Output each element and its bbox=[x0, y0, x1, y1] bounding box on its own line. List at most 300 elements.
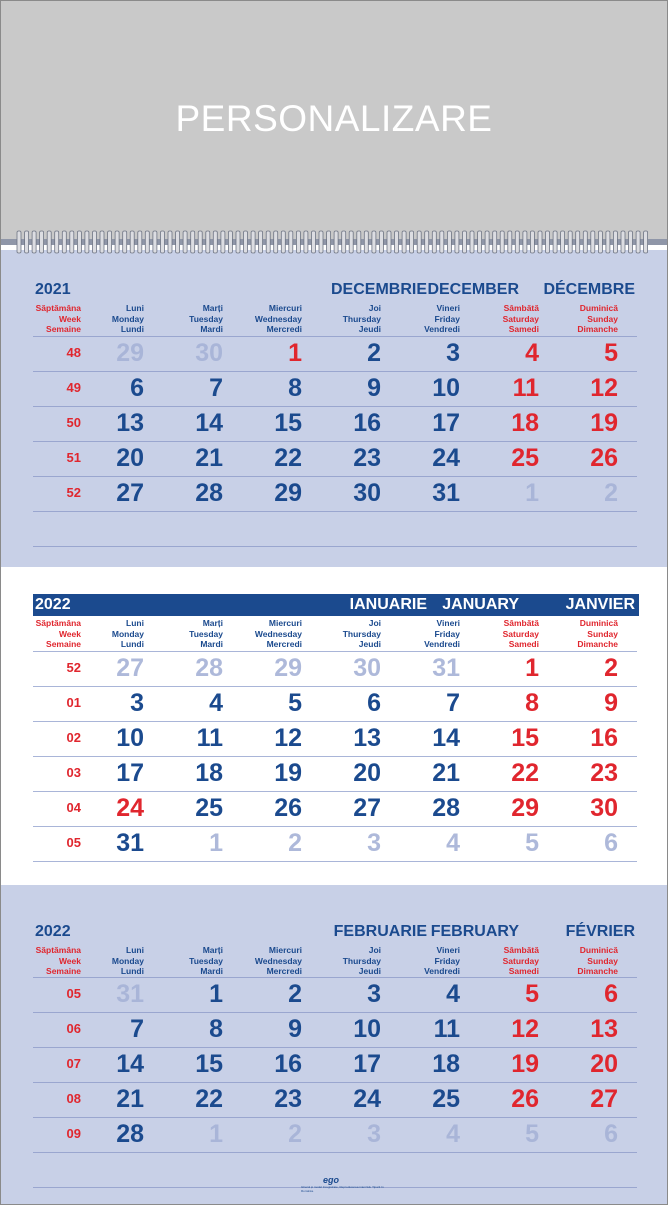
weekday-name-ro: Duminică bbox=[579, 618, 618, 628]
spiral-loop bbox=[334, 231, 338, 253]
weekday-name-en: Thursday bbox=[342, 955, 381, 966]
week-number: 52 bbox=[66, 485, 81, 500]
weekday-name-fr: Samedi bbox=[508, 324, 539, 334]
day-cell[interactable]: 1 bbox=[288, 339, 302, 367]
spiral-loop bbox=[168, 231, 172, 253]
day-cell[interactable]: 5 bbox=[288, 689, 302, 717]
spiral-loop bbox=[108, 231, 112, 253]
day-cell[interactable]: 3 bbox=[367, 1120, 381, 1148]
day-cell[interactable]: 31 bbox=[432, 479, 460, 507]
day-cell[interactable]: 14 bbox=[195, 409, 223, 437]
week-number: 51 bbox=[66, 450, 81, 465]
spiral-loop bbox=[319, 231, 323, 253]
day-cell[interactable]: 7 bbox=[209, 374, 223, 402]
day-cell[interactable]: 4 bbox=[446, 829, 460, 857]
week-number: 08 bbox=[66, 1091, 81, 1106]
spiral-loop bbox=[372, 231, 376, 253]
spiral-loop bbox=[440, 231, 444, 253]
week-row bbox=[33, 756, 639, 790]
spiral-loop bbox=[161, 231, 165, 253]
weekday-name-ro: Joi bbox=[368, 945, 381, 955]
day-cell[interactable]: 11 bbox=[196, 724, 223, 752]
spiral-loop bbox=[213, 231, 217, 253]
day-cell[interactable]: 24 bbox=[353, 1085, 381, 1113]
week-number: 49 bbox=[66, 380, 81, 395]
spiral-loop bbox=[447, 231, 451, 253]
day-cell[interactable]: 19 bbox=[590, 409, 618, 437]
weekday-name-ro: Joi bbox=[368, 303, 381, 313]
month-year: 2021 bbox=[35, 281, 71, 298]
spiral-loop bbox=[387, 231, 391, 253]
spiral-loop bbox=[198, 231, 202, 253]
day-cell[interactable]: 23 bbox=[353, 444, 381, 472]
weekday-label-thursday bbox=[302, 945, 381, 977]
day-cell[interactable]: 27 bbox=[116, 479, 144, 507]
weekday-name-en: Wednesday bbox=[254, 628, 302, 639]
week-row bbox=[33, 686, 639, 720]
day-cell[interactable]: 12 bbox=[274, 724, 302, 752]
day-cell[interactable]: 3 bbox=[130, 689, 144, 717]
day-cell[interactable]: 6 bbox=[604, 829, 618, 857]
month-title-bar bbox=[33, 279, 639, 301]
weekday-name-ro: Luni bbox=[126, 618, 144, 628]
day-cell[interactable]: 18 bbox=[195, 759, 223, 787]
grid-line bbox=[33, 511, 637, 512]
weekday-name-ro: Sâmbătă bbox=[503, 303, 539, 313]
weekday-name-fr: Vendredi bbox=[424, 966, 460, 976]
month-panel-february bbox=[1, 885, 667, 1205]
spiral-loop bbox=[40, 231, 44, 253]
day-cell[interactable]: 13 bbox=[116, 409, 144, 437]
spiral-loop bbox=[304, 231, 308, 253]
weekday-name-ro: Marți bbox=[202, 618, 223, 628]
day-cell[interactable]: 29 bbox=[511, 794, 539, 822]
day-cell[interactable]: 2 bbox=[288, 1120, 302, 1148]
week-label: Week bbox=[58, 628, 81, 639]
day-cell[interactable]: 13 bbox=[353, 724, 381, 752]
week-number: 50 bbox=[66, 415, 81, 430]
spiral-loop bbox=[455, 231, 459, 253]
weekday-name-en: Wednesday bbox=[254, 313, 302, 324]
spiral-loop bbox=[32, 231, 36, 253]
spiral-loop bbox=[145, 231, 149, 253]
day-cell[interactable]: 30 bbox=[353, 654, 381, 682]
week-label: Week bbox=[58, 313, 81, 324]
weekday-name-fr: Lundi bbox=[120, 966, 144, 976]
week-row bbox=[33, 1082, 639, 1116]
spiral-loop bbox=[183, 231, 187, 253]
weekday-name-en: Monday bbox=[111, 313, 144, 324]
day-cell[interactable]: 17 bbox=[353, 1050, 381, 1078]
day-cell[interactable]: 8 bbox=[288, 374, 302, 402]
day-cell[interactable]: 1 bbox=[209, 1120, 223, 1148]
spiral-loop bbox=[62, 231, 66, 253]
day-cell[interactable]: 22 bbox=[511, 759, 539, 787]
day-cell[interactable]: 11 bbox=[433, 1015, 460, 1043]
week-row bbox=[33, 336, 639, 370]
day-cell[interactable]: 6 bbox=[130, 374, 144, 402]
spiral-loop bbox=[289, 231, 293, 253]
weekday-label-saturday bbox=[460, 618, 539, 650]
weekday-label-saturday bbox=[460, 945, 539, 977]
month-panel-december bbox=[1, 250, 667, 567]
day-cell[interactable]: 15 bbox=[511, 724, 539, 752]
weekday-name-ro: Luni bbox=[126, 945, 144, 955]
day-cell[interactable]: 24 bbox=[432, 444, 460, 472]
weekday-label-tuesday bbox=[144, 618, 223, 650]
weekday-name-ro: Duminică bbox=[579, 303, 618, 313]
spiral-loop bbox=[410, 231, 414, 253]
day-cell[interactable]: 20 bbox=[116, 444, 144, 472]
month-name-en: FEBRUARY bbox=[430, 923, 519, 940]
month-panel-january bbox=[1, 567, 667, 885]
day-cell[interactable]: 1 bbox=[525, 654, 539, 682]
day-cell[interactable]: 22 bbox=[274, 444, 302, 472]
day-cell[interactable]: 29 bbox=[116, 339, 144, 367]
weekday-label-friday bbox=[381, 945, 460, 977]
week-row bbox=[33, 1047, 639, 1081]
spiral-loop bbox=[47, 231, 51, 253]
day-cell[interactable]: 9 bbox=[288, 1015, 302, 1043]
day-cell[interactable]: 1 bbox=[209, 980, 223, 1008]
spiral-loop bbox=[153, 231, 157, 253]
spiral-loop bbox=[266, 231, 270, 253]
spiral-loop bbox=[236, 231, 240, 253]
publisher-logo bbox=[301, 1175, 384, 1195]
day-cell[interactable]: 6 bbox=[604, 980, 618, 1008]
spiral-loop bbox=[251, 231, 255, 253]
weekday-label-wednesday bbox=[223, 618, 302, 650]
day-cell[interactable]: 8 bbox=[209, 1015, 223, 1043]
day-cell[interactable]: 21 bbox=[116, 1085, 144, 1113]
day-cell[interactable]: 29 bbox=[274, 479, 302, 507]
week-number: 09 bbox=[66, 1126, 81, 1141]
weekday-name-ro: Luni bbox=[126, 303, 144, 313]
weekday-label-monday bbox=[65, 303, 144, 335]
weekday-header bbox=[33, 616, 639, 652]
day-cell[interactable]: 12 bbox=[511, 1015, 539, 1043]
weekday-label-saturday bbox=[460, 303, 539, 335]
weekday-name-en: Sunday bbox=[587, 955, 618, 966]
day-cell[interactable]: 3 bbox=[446, 339, 460, 367]
spiral-loop bbox=[576, 231, 580, 253]
week-number: 48 bbox=[66, 345, 81, 360]
weekday-name-en: Thursday bbox=[342, 628, 381, 639]
spiral-loop bbox=[538, 231, 542, 253]
day-cell[interactable]: 16 bbox=[353, 409, 381, 437]
spiral-loop bbox=[561, 231, 565, 253]
spiral-loop bbox=[508, 231, 512, 253]
week-row bbox=[33, 977, 639, 1011]
spiral-loop bbox=[470, 231, 474, 253]
month-year: 2022 bbox=[35, 596, 71, 613]
spiral-loop bbox=[77, 231, 81, 253]
weekday-label-friday bbox=[381, 303, 460, 335]
weekday-name-en: Saturday bbox=[502, 955, 539, 966]
day-cell[interactable]: 3 bbox=[367, 980, 381, 1008]
day-cell[interactable]: 14 bbox=[432, 724, 460, 752]
weekday-name-fr: Mercredi bbox=[266, 324, 302, 334]
day-cell[interactable]: 19 bbox=[274, 759, 302, 787]
day-cell[interactable]: 28 bbox=[195, 654, 223, 682]
day-cell[interactable]: 4 bbox=[446, 980, 460, 1008]
grid-line bbox=[33, 1152, 637, 1153]
weekday-name-fr: Mardi bbox=[200, 639, 223, 649]
day-cell[interactable]: 6 bbox=[604, 1120, 618, 1148]
day-cell[interactable]: 3 bbox=[367, 829, 381, 857]
day-cell[interactable]: 1 bbox=[209, 829, 223, 857]
day-cell[interactable]: 15 bbox=[274, 409, 302, 437]
weekday-name-ro: Duminică bbox=[579, 945, 618, 955]
day-cell[interactable]: 28 bbox=[432, 794, 460, 822]
week-number: 07 bbox=[66, 1056, 81, 1071]
spiral-binding bbox=[1, 227, 667, 261]
week-number: 52 bbox=[66, 660, 81, 675]
day-cell[interactable]: 26 bbox=[511, 1085, 539, 1113]
weekday-name-ro: Sâmbătă bbox=[503, 618, 539, 628]
weekday-label-wednesday bbox=[223, 303, 302, 335]
weekday-label-wednesday bbox=[223, 945, 302, 977]
spiral-loop bbox=[644, 231, 648, 253]
month-name-ro: IANUARIE bbox=[349, 596, 427, 613]
week-row bbox=[33, 1012, 639, 1046]
week-label: Week bbox=[58, 955, 81, 966]
day-cell[interactable]: 26 bbox=[590, 444, 618, 472]
day-cell[interactable]: 4 bbox=[525, 339, 539, 367]
day-cell[interactable]: 21 bbox=[195, 444, 223, 472]
week-number: 05 bbox=[66, 986, 81, 1001]
spiral-loop bbox=[244, 231, 248, 253]
spiral-loop bbox=[402, 231, 406, 253]
weekday-name-ro: Vineri bbox=[436, 303, 460, 313]
spiral-loop bbox=[55, 231, 59, 253]
spiral-loop bbox=[312, 231, 316, 253]
day-cell[interactable]: 2 bbox=[367, 339, 381, 367]
week-label: Săptămâna bbox=[35, 618, 81, 628]
spiral-loop bbox=[25, 231, 29, 253]
weekday-name-fr: Samedi bbox=[508, 639, 539, 649]
day-cell[interactable]: 29 bbox=[274, 654, 302, 682]
weekday-name-fr: Mercredi bbox=[266, 639, 302, 649]
spiral-loop bbox=[621, 231, 625, 253]
day-cell[interactable]: 31 bbox=[432, 654, 460, 682]
day-cell[interactable]: 31 bbox=[116, 980, 144, 1008]
spiral-loop bbox=[523, 231, 527, 253]
day-cell[interactable]: 2 bbox=[288, 829, 302, 857]
spiral-loop bbox=[636, 231, 640, 253]
spiral-loop bbox=[206, 231, 210, 253]
spiral-loop bbox=[357, 231, 361, 253]
week-label: Săptămâna bbox=[35, 945, 81, 955]
month-name-fr: FÉVRIER bbox=[565, 923, 635, 940]
weekday-name-en: Friday bbox=[434, 628, 460, 639]
weekday-label-sunday bbox=[539, 945, 618, 977]
spiral-loop bbox=[191, 231, 195, 253]
week-label: Semaine bbox=[46, 639, 81, 649]
spiral-loop bbox=[100, 231, 104, 253]
weekday-name-ro: Vineri bbox=[436, 945, 460, 955]
week-row bbox=[33, 651, 639, 685]
day-cell[interactable]: 16 bbox=[590, 724, 618, 752]
day-cell[interactable]: 21 bbox=[432, 759, 460, 787]
day-cell[interactable]: 16 bbox=[274, 1050, 302, 1078]
spiral-loop bbox=[553, 231, 557, 253]
week-number: 04 bbox=[66, 800, 81, 815]
spiral-loop bbox=[417, 231, 421, 253]
month-name-en: JANUARY bbox=[442, 596, 519, 613]
week-number: 02 bbox=[66, 730, 81, 745]
spiral-loop bbox=[259, 231, 263, 253]
spiral-loop bbox=[176, 231, 180, 253]
day-cell[interactable]: 2 bbox=[604, 479, 618, 507]
grid-line bbox=[33, 546, 637, 547]
spiral-loop bbox=[425, 231, 429, 253]
day-cell[interactable]: 30 bbox=[590, 794, 618, 822]
day-cell[interactable]: 10 bbox=[432, 374, 460, 402]
day-cell[interactable]: 4 bbox=[446, 1120, 460, 1148]
day-cell[interactable]: 18 bbox=[511, 409, 539, 437]
day-cell[interactable]: 17 bbox=[116, 759, 144, 787]
month-name-ro: DECEMBRIE bbox=[330, 281, 427, 298]
spiral-loop bbox=[221, 231, 225, 253]
day-cell[interactable]: 9 bbox=[604, 689, 618, 717]
weekday-label-thursday bbox=[302, 618, 381, 650]
weekday-header bbox=[33, 301, 639, 337]
day-cell[interactable]: 28 bbox=[195, 479, 223, 507]
spiral-loop bbox=[500, 231, 504, 253]
day-cell[interactable]: 5 bbox=[525, 829, 539, 857]
weekday-name-en: Tuesday bbox=[189, 313, 223, 324]
day-cell[interactable]: 1 bbox=[525, 479, 539, 507]
weekday-name-fr: Vendredi bbox=[424, 324, 460, 334]
weekday-label-tuesday bbox=[144, 945, 223, 977]
month-year: 2022 bbox=[35, 923, 71, 940]
day-cell[interactable]: 12 bbox=[590, 374, 618, 402]
weekday-label-thursday bbox=[302, 303, 381, 335]
week-row bbox=[33, 476, 639, 510]
week-row bbox=[33, 406, 639, 440]
spiral-loop bbox=[85, 231, 89, 253]
weekday-name-fr: Lundi bbox=[120, 639, 144, 649]
month-name-fr: JANVIER bbox=[565, 596, 635, 613]
day-cell[interactable]: 20 bbox=[353, 759, 381, 787]
personalization-title: PERSONALIZARE bbox=[175, 98, 493, 139]
weekday-name-fr: Jeudi bbox=[358, 639, 381, 649]
day-cell[interactable]: 22 bbox=[195, 1085, 223, 1113]
week-number: 06 bbox=[66, 1021, 81, 1036]
day-cell[interactable]: 14 bbox=[116, 1050, 144, 1078]
day-cell[interactable]: 5 bbox=[525, 1120, 539, 1148]
spiral-loop bbox=[281, 231, 285, 253]
day-cell[interactable]: 26 bbox=[274, 794, 302, 822]
day-cell[interactable]: 23 bbox=[590, 759, 618, 787]
weekday-name-fr: Dimanche bbox=[577, 966, 618, 976]
weekday-name-en: Saturday bbox=[502, 313, 539, 324]
weekday-name-fr: Lundi bbox=[120, 324, 144, 334]
weekday-name-en: Thursday bbox=[342, 313, 381, 324]
spiral-loop bbox=[598, 231, 602, 253]
week-row bbox=[33, 371, 639, 405]
weekday-name-fr: Samedi bbox=[508, 966, 539, 976]
day-cell[interactable]: 27 bbox=[353, 794, 381, 822]
day-cell[interactable]: 17 bbox=[432, 409, 460, 437]
day-cell[interactable]: 28 bbox=[116, 1120, 144, 1148]
day-cell[interactable]: 25 bbox=[432, 1085, 460, 1113]
spiral-loop bbox=[613, 231, 617, 253]
weekday-name-en: Monday bbox=[111, 955, 144, 966]
weekday-label-monday bbox=[65, 945, 144, 977]
day-cell[interactable]: 8 bbox=[525, 689, 539, 717]
spiral-loop bbox=[70, 231, 74, 253]
day-cell[interactable]: 19 bbox=[511, 1050, 539, 1078]
day-cell[interactable]: 10 bbox=[116, 724, 144, 752]
day-cell[interactable]: 2 bbox=[288, 980, 302, 1008]
weekday-name-en: Friday bbox=[434, 313, 460, 324]
day-cell[interactable]: 24 bbox=[116, 794, 144, 822]
weekday-name-en: Saturday bbox=[502, 628, 539, 639]
weekday-name-en: Sunday bbox=[587, 628, 618, 639]
day-cell[interactable]: 30 bbox=[195, 339, 223, 367]
weekday-name-ro: Miercuri bbox=[268, 618, 302, 628]
grid-line bbox=[33, 861, 637, 862]
day-cell[interactable]: 10 bbox=[353, 1015, 381, 1043]
day-cell[interactable]: 2 bbox=[604, 654, 618, 682]
day-cell[interactable]: 31 bbox=[116, 829, 144, 857]
day-cell[interactable]: 25 bbox=[511, 444, 539, 472]
day-cell[interactable]: 20 bbox=[590, 1050, 618, 1078]
weekday-name-ro: Sâmbătă bbox=[503, 945, 539, 955]
day-cell[interactable]: 5 bbox=[525, 980, 539, 1008]
spiral-loop bbox=[463, 231, 467, 253]
spiral-loop bbox=[583, 231, 587, 253]
weekday-name-fr: Jeudi bbox=[358, 324, 381, 334]
spiral-loop bbox=[130, 231, 134, 253]
day-cell[interactable]: 27 bbox=[116, 654, 144, 682]
day-cell[interactable]: 5 bbox=[604, 339, 618, 367]
day-cell[interactable]: 30 bbox=[353, 479, 381, 507]
weekday-name-fr: Mardi bbox=[200, 324, 223, 334]
spiral-loop bbox=[568, 231, 572, 253]
day-cell[interactable]: 9 bbox=[367, 374, 381, 402]
day-cell[interactable]: 25 bbox=[195, 794, 223, 822]
day-cell[interactable]: 11 bbox=[512, 374, 539, 402]
day-cell[interactable]: 7 bbox=[446, 689, 460, 717]
spiral-loop bbox=[138, 231, 142, 253]
spiral-loop bbox=[274, 231, 278, 253]
week-label: Săptămâna bbox=[35, 303, 81, 313]
day-cell[interactable]: 18 bbox=[432, 1050, 460, 1078]
day-cell[interactable]: 7 bbox=[130, 1015, 144, 1043]
weekday-name-ro: Marți bbox=[202, 945, 223, 955]
spiral-loop bbox=[629, 231, 633, 253]
day-cell[interactable]: 15 bbox=[195, 1050, 223, 1078]
spiral-loop bbox=[17, 231, 21, 253]
weekday-label-sunday bbox=[539, 303, 618, 335]
spiral-loop bbox=[478, 231, 482, 253]
weekday-label-tuesday bbox=[144, 303, 223, 335]
spiral-loop bbox=[515, 231, 519, 253]
spiral-loop bbox=[493, 231, 497, 253]
day-cell[interactable]: 4 bbox=[209, 689, 223, 717]
day-cell[interactable]: 6 bbox=[367, 689, 381, 717]
personalization-panel bbox=[1, 1, 667, 242]
day-cell[interactable]: 23 bbox=[274, 1085, 302, 1113]
weekday-name-ro: Marți bbox=[202, 303, 223, 313]
weekday-name-en: Monday bbox=[111, 628, 144, 639]
day-cell[interactable]: 13 bbox=[590, 1015, 618, 1043]
day-cell[interactable]: 27 bbox=[590, 1085, 618, 1113]
spiral-loop bbox=[395, 231, 399, 253]
